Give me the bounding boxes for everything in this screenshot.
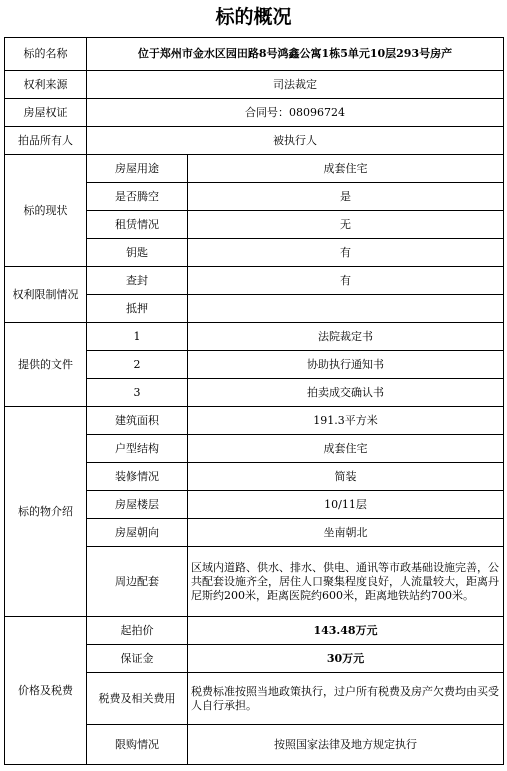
item-key: 1 — [87, 323, 188, 351]
item-key: 起拍价 — [87, 617, 188, 645]
table-row — [5, 155, 504, 183]
item-key: 限购情况 — [87, 725, 188, 765]
table-row — [5, 127, 504, 155]
item-value: 是 — [188, 183, 504, 211]
item-value: 拍卖成交确认书 — [188, 379, 504, 407]
item-key: 钥匙 — [87, 239, 188, 267]
row-label: 权利来源 — [5, 71, 87, 99]
tax-fees-value: 税费标准按照当地政策执行，过户所有税费及房产欠费均由买受人自行承担。 — [188, 673, 504, 725]
section-label-price: 价格及税费 — [5, 617, 87, 765]
table-row — [5, 407, 504, 435]
table-row — [5, 71, 504, 99]
table-row — [5, 38, 504, 71]
item-key: 查封 — [87, 267, 188, 295]
table-row — [5, 99, 504, 127]
item-value: 协助执行通知书 — [188, 351, 504, 379]
row-label: 标的名称 — [5, 38, 87, 71]
table-row — [5, 267, 504, 295]
item-key: 建筑面积 — [87, 407, 188, 435]
section-label-documents: 提供的文件 — [5, 323, 87, 407]
section-label-status: 标的现状 — [5, 155, 87, 267]
table-row — [5, 617, 504, 645]
row-label: 房屋权证 — [5, 99, 87, 127]
purchase-restriction-value: 按照国家法律及地方规定执行 — [188, 725, 504, 765]
item-key: 抵押 — [87, 295, 188, 323]
item-value: 简装 — [188, 463, 504, 491]
item-key: 周边配套 — [87, 547, 188, 617]
item-key: 租赁情况 — [87, 211, 188, 239]
deposit-value: 30万元 — [188, 645, 504, 673]
rights-source-value: 司法裁定 — [87, 71, 504, 99]
section-label-restriction: 权利限制情况 — [5, 267, 87, 323]
target-name-value: 位于郑州市金水区园田路8号鸿鑫公寓1栋5单元10层293号房产 — [87, 38, 504, 71]
surroundings-value: 区域内道路、供水、排水、供电、通讯等市政基础设施完善，公共配套设施齐全，居住人口聚集程度良好，人流量较大，距离丹尼斯约200米，距离医院约600米，距离地铁站约700米。 — [188, 547, 504, 617]
item-value: 成套住宅 — [188, 435, 504, 463]
item-key: 房屋楼层 — [87, 491, 188, 519]
item-value: 坐南朝北 — [188, 519, 504, 547]
auction-overview-table — [4, 37, 504, 765]
item-value: 10/11层 — [188, 491, 504, 519]
item-key: 是否腾空 — [87, 183, 188, 211]
item-value: 成套住宅 — [188, 155, 504, 183]
owner-value: 被执行人 — [87, 127, 504, 155]
section-label-intro: 标的物介绍 — [5, 407, 87, 617]
item-key: 税费及相关费用 — [87, 673, 188, 725]
starting-price-value: 143.48万元 — [188, 617, 504, 645]
house-cert-value: 合同号：08096724 — [87, 99, 504, 127]
table-row — [5, 323, 504, 351]
item-key: 户型结构 — [87, 435, 188, 463]
item-key: 装修情况 — [87, 463, 188, 491]
item-value: 无 — [188, 211, 504, 239]
item-value — [188, 295, 504, 323]
item-value: 有 — [188, 267, 504, 295]
item-key: 2 — [87, 351, 188, 379]
page-title: 标的概况 — [215, 6, 292, 28]
item-value: 有 — [188, 239, 504, 267]
item-key: 保证金 — [87, 645, 188, 673]
item-key: 房屋用途 — [87, 155, 188, 183]
item-value: 法院裁定书 — [188, 323, 504, 351]
item-key: 3 — [87, 379, 188, 407]
item-value: 191.3平方米 — [188, 407, 504, 435]
row-label: 拍品所有人 — [5, 127, 87, 155]
item-key: 房屋朝向 — [87, 519, 188, 547]
